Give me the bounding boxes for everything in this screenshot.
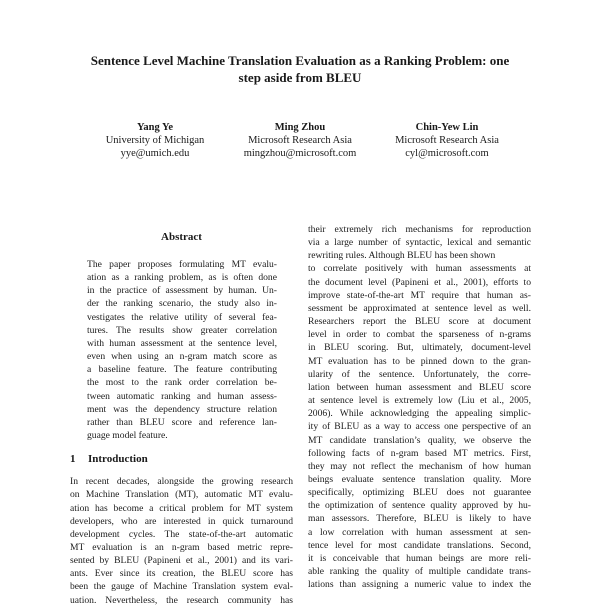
abstract-line: with human assessment at the sentence level, bbox=[87, 337, 277, 349]
body-line: to correlate positively with human assessments at bbox=[308, 263, 531, 275]
abstract-line: the most to the rank order correlation be- bbox=[87, 377, 277, 389]
body-line: Researchers report the BLEU score at document bbox=[308, 316, 531, 328]
body-line: via a large number of syntactic, lexical and semantic bbox=[308, 237, 531, 249]
author-email: cyl@microsoft.com bbox=[405, 148, 489, 159]
body-line: following facts of n-gram based MT metrics. First, bbox=[308, 447, 531, 459]
abstract-line: vestigates the relative utility of several fea- bbox=[87, 311, 277, 323]
section-number: 1 bbox=[70, 453, 76, 466]
body-line: it is conceivable that human beings are more reli- bbox=[308, 552, 531, 564]
body-line: level in order to combat the sparseness of n-grams bbox=[308, 329, 531, 341]
author-name: Chin-Yew Lin bbox=[415, 122, 479, 133]
abstract-line: tures. The results show greater correlation bbox=[87, 324, 277, 336]
body-line: a low correlation with human assessment at sen- bbox=[308, 526, 531, 538]
body-line: able ranking the quality of multiple candidate trans- bbox=[308, 566, 531, 578]
body-line: man assessors. Therefore, BLEU is likely to have bbox=[308, 513, 531, 525]
body-line: tence level for most candidate translations. Second, bbox=[308, 539, 531, 551]
author-name: Yang Ye bbox=[136, 122, 174, 133]
abstract-line: guage model feature. bbox=[87, 430, 168, 442]
abstract-line: The paper proposes formulating MT evalu- bbox=[87, 259, 277, 270]
title-line-2: step aside from BLEU bbox=[238, 70, 362, 85]
abstract-line: even when using an n-gram match score as bbox=[87, 351, 277, 363]
author-block bbox=[215, 121, 385, 160]
abstract-line: in the practice of assessment by human. Un- bbox=[87, 285, 277, 297]
body-line: MT evaluation has to be pinned down to the gran- bbox=[308, 355, 531, 367]
author-email: yye@umich.edu bbox=[120, 148, 190, 159]
author-name: Ming Zhou bbox=[274, 122, 326, 133]
abstract-line: tween automatic ranking and human assess- bbox=[87, 390, 277, 402]
intro-line: MT evaluation is an n-gram based metric repre- bbox=[70, 541, 293, 553]
body-line: sessment be approximated at sentence level as well. bbox=[308, 302, 531, 314]
introduction-body bbox=[70, 475, 293, 607]
intro-line: ation has become a critical problem for MT system bbox=[70, 502, 293, 514]
paper-title bbox=[60, 52, 540, 86]
body-line: lations than assigning a numeric value to index the bbox=[308, 579, 531, 591]
body-line: ularity of the sentence. Unfortunately, the corre- bbox=[308, 368, 531, 380]
body-line: MT candidate translation’s quality, we observe the bbox=[308, 434, 531, 446]
abstract-line: rather than BLEU score and reference lan- bbox=[87, 416, 277, 428]
body-line: they may not reflect the mechanism of how human bbox=[308, 460, 531, 472]
abstract-line: a baseline feature. The feature contributing bbox=[87, 364, 277, 376]
body-line: improve state-of-the-art MT require that human as- bbox=[308, 289, 531, 301]
abstract-heading: Abstract bbox=[161, 231, 202, 243]
body-line: 2006). While acknowledging the appealing simplic- bbox=[308, 408, 531, 420]
body-line: in BLEU scoring. But, ultimately, document-level bbox=[308, 342, 531, 354]
section-heading-introduction bbox=[70, 453, 293, 466]
author-block bbox=[362, 121, 532, 160]
body-line: specifically, optimizing BLEU does not guarantee bbox=[308, 487, 531, 499]
abstract-line: der the ranking scenario, the study also in- bbox=[87, 298, 277, 310]
body-line: the document level (Papineni et al., 2001), efforts to bbox=[308, 276, 531, 288]
abstract-body bbox=[70, 258, 277, 442]
author-affiliation: Microsoft Research Asia bbox=[248, 135, 352, 146]
intro-line: sented by BLEU (Papineni et al., 2001) and its vari- bbox=[70, 555, 293, 567]
intro-line: development cycles. The state-of-the-art automatic bbox=[70, 528, 293, 540]
author-affiliation: Microsoft Research Asia bbox=[395, 135, 499, 146]
abstract-line: ment was the dependency structure relation bbox=[87, 403, 277, 415]
body-line: rewriting rules. Although BLEU has been shown bbox=[308, 250, 496, 262]
body-line: the optimization of sentence quality approved by hu- bbox=[308, 500, 531, 512]
body-line: their extremely rich mechanisms for reproduction bbox=[308, 224, 531, 235]
intro-line: In recent decades, alongside the growing research bbox=[70, 476, 293, 488]
intro-line: uation. Nevertheless, the research community has bbox=[70, 594, 293, 606]
body-line: at sentence level is extremely low (Liu et al., 2005, bbox=[308, 395, 531, 407]
right-column bbox=[308, 223, 531, 591]
abstract-line: ation as a ranking problem, as is often done bbox=[87, 272, 277, 284]
section-title: Introduction bbox=[88, 453, 148, 466]
intro-line: been the gauge of Machine Translation system eval- bbox=[70, 581, 293, 593]
left-column bbox=[70, 225, 293, 607]
author-affiliation: University of Michigan bbox=[105, 135, 205, 146]
body-line: ity of BLEU as a way to access one perspective of an bbox=[308, 421, 531, 433]
intro-line: ants. Ever since its creation, the BLEU score has bbox=[70, 568, 293, 580]
intro-line: developers, who are interested in quick turnaround bbox=[70, 515, 293, 527]
title-line-1: Sentence Level Machine Translation Evaluation as a Ranking Problem: one bbox=[90, 53, 510, 68]
body-line: beings evaluate sentence translation quality. More bbox=[308, 473, 531, 485]
intro-line: on Machine Translation (MT), automatic MT evalu- bbox=[70, 489, 293, 501]
author-email: mingzhou@microsoft.com bbox=[243, 148, 357, 159]
body-line: lation between human assessment and BLEU score bbox=[308, 381, 531, 393]
